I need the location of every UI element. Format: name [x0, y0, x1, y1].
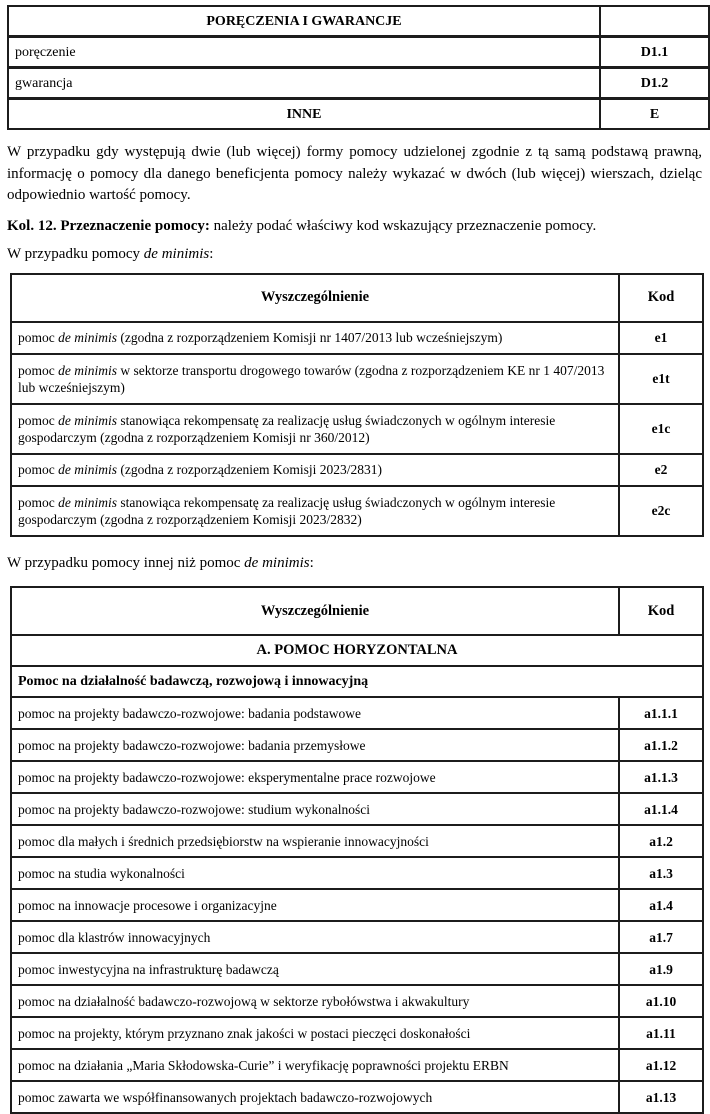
table-row	[11, 404, 703, 454]
row-label: poręczenie	[8, 37, 600, 68]
code-cell: a1.7	[619, 921, 703, 953]
code-cell: D1.2	[600, 68, 709, 99]
row-label: pomoc na studia wykonalności	[11, 857, 619, 889]
code-cell: a1.13	[619, 1081, 703, 1113]
table-row	[11, 793, 703, 825]
row-label: pomoc de minimis stanowiąca rekompensatę za realizację usług świadczonych w ogólnym interesie gospodarczym (zgodna z rozporządzeniem Komisji nr 360/2012)	[11, 404, 619, 454]
section-title: A. POMOC HORYZONTALNA	[11, 635, 703, 666]
row-label: gwarancja	[8, 68, 600, 99]
table-row	[11, 322, 703, 354]
table-row	[11, 825, 703, 857]
table-row	[11, 857, 703, 889]
code-cell: e1	[619, 322, 703, 354]
code-cell	[600, 6, 709, 37]
code-cell: a1.10	[619, 985, 703, 1017]
section-label: PORĘCZENIA I GWARANCJE	[8, 6, 600, 37]
column-header-specification: Wyszczególnienie	[11, 274, 619, 322]
table-row	[11, 953, 703, 985]
row-label: pomoc dla klastrów innowacyjnych	[11, 921, 619, 953]
code-cell: a1.12	[619, 1049, 703, 1081]
row-label: pomoc na projekty badawczo-rozwojowe: studium wykonalności	[11, 793, 619, 825]
column-header-code: Kod	[619, 274, 703, 322]
table-row	[8, 6, 709, 37]
row-label: pomoc na projekty badawczo-rozwojowe: badania przemysłowe	[11, 729, 619, 761]
row-label: pomoc na działania „Maria Skłodowska-Curie” i weryfikację poprawności projektu ERBN	[11, 1049, 619, 1081]
code-cell: D1.1	[600, 37, 709, 68]
row-label: pomoc na działalność badawczo-rozwojową w sektorze rybołówstwa i akwakultury	[11, 985, 619, 1017]
table-row	[11, 454, 703, 486]
code-cell: e1c	[619, 404, 703, 454]
code-cell: a1.1.4	[619, 793, 703, 825]
row-label: pomoc de minimis (zgodna z rozporządzeniem Komisji 2023/2831)	[11, 454, 619, 486]
code-cell: a1.11	[619, 1017, 703, 1049]
code-cell: e1t	[619, 354, 703, 404]
row-label: pomoc inwestycyjna na infrastrukturę badawczą	[11, 953, 619, 985]
deminimis-table	[10, 273, 704, 537]
code-cell: a1.2	[619, 825, 703, 857]
table-row	[11, 697, 703, 729]
table-header-row	[11, 274, 703, 322]
row-label: pomoc zawarta we współfinansowanych projektach badawczo-rozwojowych	[11, 1081, 619, 1113]
code-cell: a1.1.3	[619, 761, 703, 793]
table-section-row	[11, 635, 703, 666]
table-subsection-row	[11, 666, 703, 697]
table-row	[11, 1049, 703, 1081]
table-row	[11, 985, 703, 1017]
horizontal-aid-table	[10, 586, 704, 1114]
section-label: INNE	[8, 99, 600, 130]
code-cell: a1.1.1	[619, 697, 703, 729]
row-label: pomoc na projekty badawczo-rozwojowe: badania podstawowe	[11, 697, 619, 729]
table-row	[11, 486, 703, 536]
subsection-title: Pomoc na działalność badawczą, rozwojową i innowacyjną	[11, 666, 703, 697]
document-page	[0, 5, 710, 1114]
table-row	[11, 921, 703, 953]
row-label: pomoc na projekty badawczo-rozwojowe: eksperymentalne prace rozwojowe	[11, 761, 619, 793]
row-label: pomoc na projekty, którym przyznano znak jakości w postaci pieczęci doskonałości	[11, 1017, 619, 1049]
table-row	[11, 1081, 703, 1113]
row-label: pomoc de minimis stanowiąca rekompensatę za realizację usług świadczonych w ogólnym interesie gospodarczym (zgodna z rozporządzeniem Komisji 2023/2832)	[11, 486, 619, 536]
table-row	[8, 37, 709, 68]
code-cell: a1.1.2	[619, 729, 703, 761]
code-cell: E	[600, 99, 709, 130]
row-label: pomoc na innowacje procesowe i organizacyjne	[11, 889, 619, 921]
code-cell: e2c	[619, 486, 703, 536]
column-header-code: Kod	[619, 587, 703, 635]
table-row	[11, 729, 703, 761]
row-label: pomoc dla małych i średnich przedsiębiorstw na wspieranie innowacyjności	[11, 825, 619, 857]
paragraph-two-forms-note: W przypadku gdy występują dwie (lub więcej) formy pomocy udzielonej zgodnie z tą samą podstawą prawną, informację o pomocy dla danego beneficjenta pomocy należy wykazać w dwóch (lub więcej) wierszach, dzieląc odpowiednio wartość pomocy.	[7, 144, 702, 203]
row-label: pomoc de minimis w sektorze transportu drogowego towarów (zgodna z rozporządzeniem KE nr 1 407/2013 lub wcześniejszym)	[11, 354, 619, 404]
table-row	[8, 68, 709, 99]
table-row	[8, 99, 709, 130]
row-label: pomoc de minimis (zgodna z rozporządzeniem Komisji nr 1407/2013 lub wcześniejszym)	[11, 322, 619, 354]
table-row	[11, 761, 703, 793]
code-cell: e2	[619, 454, 703, 486]
table-header-row	[11, 587, 703, 635]
table-row	[11, 354, 703, 404]
table-row	[11, 889, 703, 921]
code-cell: a1.3	[619, 857, 703, 889]
code-cell: a1.4	[619, 889, 703, 921]
paragraph-other-aid-intro: W przypadku pomocy innej niż pomoc de minimis:	[7, 554, 314, 571]
guarantees-table	[7, 5, 710, 130]
table-row	[11, 1017, 703, 1049]
code-cell: a1.9	[619, 953, 703, 985]
column-header-specification: Wyszczególnienie	[11, 587, 619, 635]
paragraph-deminimis-intro: W przypadku pomocy de minimis:	[7, 246, 214, 262]
paragraph-kol12: Kol. 12. Przeznaczenie pomocy: należy podać właściwy kod wskazujący przeznaczenie pomocy.	[7, 217, 597, 234]
